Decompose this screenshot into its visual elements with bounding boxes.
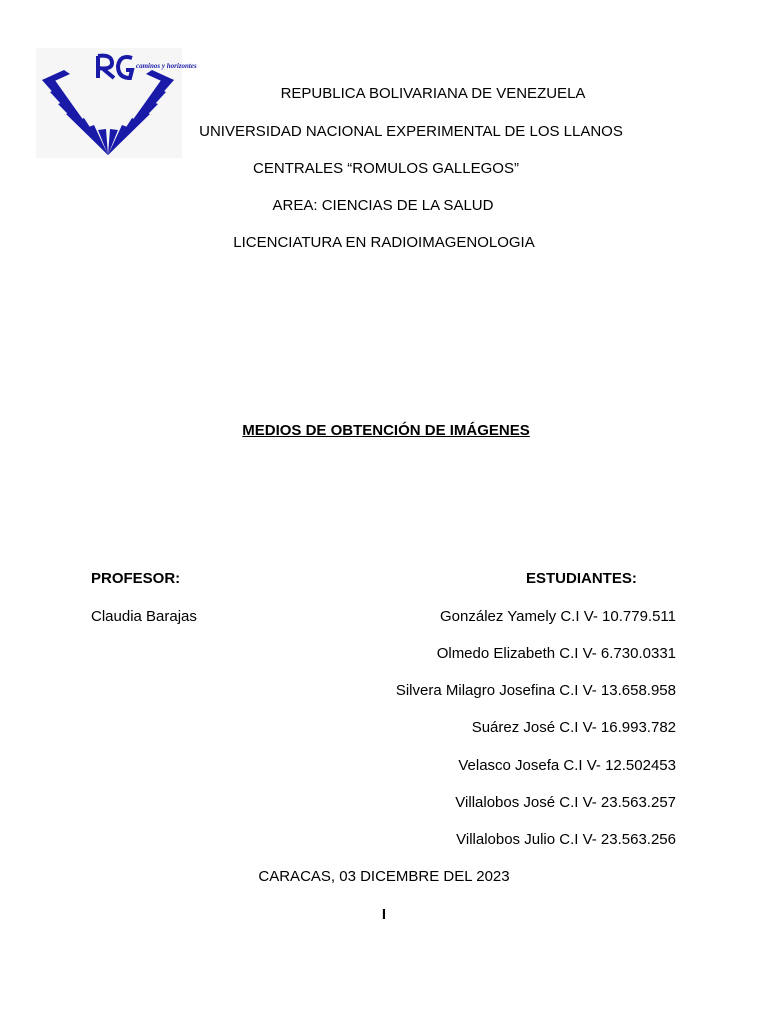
document-title: MEDIOS DE OBTENCIÓN DE IMÁGENES	[242, 422, 530, 439]
header-country: REPUBLICA BOLIVARIANA DE VENEZUELA	[280, 85, 586, 102]
student-item: Suárez José C.I V- 16.993.782	[471, 719, 676, 736]
students-label: ESTUDIANTES:	[526, 570, 637, 587]
header-campus: CENTRALES “ROMULOS GALLEGOS”	[253, 160, 519, 177]
logo-monogram	[98, 56, 132, 78]
header-area: AREA: CIENCIAS DE LA SALUD	[272, 197, 494, 214]
university-logo	[36, 48, 197, 158]
place-date: CARACAS, 03 DICEMBRE DEL 2023	[258, 868, 510, 885]
logo-fan-rays	[42, 70, 174, 155]
header-university: UNIVERSIDAD NACIONAL EXPERIMENTAL DE LOS LLANOS	[199, 123, 623, 140]
logo-caption: caminos y horizontes	[136, 62, 197, 70]
student-item: Silvera Milagro Josefina C.I V- 13.658.958	[395, 682, 676, 699]
student-item: Velasco Josefa C.I V- 12.502453	[458, 757, 676, 774]
student-item: Villalobos Julio C.I V- 23.563.256	[456, 831, 676, 848]
student-item: Olmedo Elizabeth C.I V- 6.730.0331	[436, 645, 676, 662]
professor-name: Claudia Barajas	[91, 608, 197, 625]
student-item: Villalobos José C.I V- 23.563.257	[455, 794, 676, 811]
professor-label: PROFESOR:	[91, 570, 181, 587]
header-degree: LICENCIATURA EN RADIOIMAGENOLOGIA	[233, 234, 535, 251]
university-logo-graphic	[36, 48, 197, 158]
student-item: González Yamely C.I V- 10.779.511	[440, 608, 676, 625]
page-marker: I	[381, 906, 387, 923]
